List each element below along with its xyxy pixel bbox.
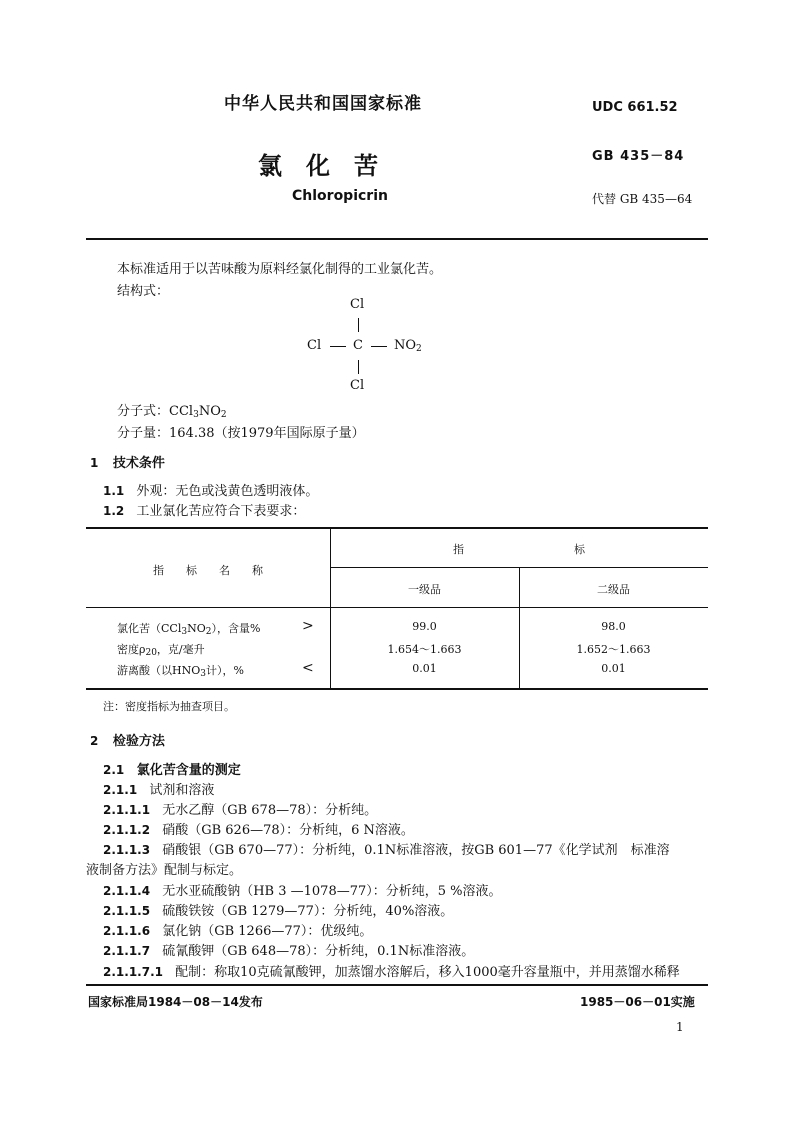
- formula-bond-bottom: [358, 360, 359, 374]
- clause-number: 2.1.1.1: [103, 803, 151, 817]
- formula-top-cl: Cl: [350, 297, 365, 312]
- clause-2-1-1-7: [103, 940, 474, 959]
- formula-bond-right: [371, 346, 387, 347]
- formula-left-cl: Cl: [307, 338, 322, 353]
- clause-number: 2.1.1.7: [103, 944, 151, 958]
- formula-sub-2: 2: [220, 410, 227, 420]
- table-cell-grade-1: 0.01: [412, 662, 437, 675]
- standard-number: GB 435－84: [592, 149, 685, 164]
- row-name-part: 氯化苦（CCl: [117, 622, 182, 635]
- footer-rule: [86, 984, 708, 986]
- table-row-operator: <: [302, 660, 314, 676]
- clause-2-1-1-1: [103, 799, 377, 818]
- clause-2-1-1-3: [103, 839, 670, 858]
- section-1-number: 1: [90, 456, 99, 470]
- clause-text: 硫酸铁铵（GB 1279—77）：分析纯，40%溶液。: [162, 904, 454, 919]
- clause-text: 无水乙醇（GB 678—78）：分析纯。: [162, 803, 378, 818]
- clause-text: 氯化钠（GB 1266—77）：优级纯。: [162, 924, 373, 939]
- row-name-part: NO: [187, 622, 206, 635]
- row-name-sub: 2: [205, 627, 212, 637]
- page-number: 1: [676, 1020, 684, 1034]
- formula-label: 分子式：: [117, 404, 170, 419]
- section-1-title: 技术条件: [112, 456, 165, 471]
- clause-text: 氯化苦含量的测定: [136, 763, 241, 778]
- clause-number: 2.1.1: [103, 783, 138, 797]
- clause-text: 无水亚硫酸钠（HB 3 —1078—77）：分析纯，5 %溶液。: [162, 884, 502, 899]
- row-name-sub: 3: [200, 669, 206, 679]
- clause-number: 1.2: [103, 504, 125, 518]
- section-2-number: 2: [90, 734, 99, 748]
- effective-date: 1985－06－01实施: [580, 995, 695, 1009]
- table-head-index: 指 标: [453, 543, 585, 556]
- clause-text: 工业氯化苦应符合下表要求：: [136, 504, 306, 519]
- formula-right-no2: [394, 338, 422, 354]
- table-cell-grade-2: 1.652～1.663: [576, 643, 651, 656]
- document-title: 氯 化 苦: [258, 152, 378, 180]
- table-cell-grade-1: 1.654～1.663: [387, 643, 462, 656]
- table-cell-grade-2: 98.0: [601, 620, 626, 633]
- clause-text: 试剂和溶液: [149, 783, 215, 798]
- table-head-grade-2: 二级品: [597, 583, 630, 596]
- row-name-part: ，克/毫升: [156, 643, 205, 656]
- scope-text: 本标准适用于以苦味酸为原料经氯化制得的工业氯化苦。: [117, 262, 443, 277]
- table-note: 注：密度指标为抽查项目。: [103, 700, 235, 713]
- section-1-heading: [90, 452, 165, 471]
- clause-2-1-1-3-continued: [86, 859, 242, 878]
- table-cell-grade-1: 99.0: [412, 620, 437, 633]
- table-head-grade-1: 一级品: [408, 583, 441, 596]
- clause-2-1-1-6: [103, 920, 372, 939]
- row-name-part: 密度ρ: [117, 643, 146, 656]
- clause-number: 1.1: [103, 484, 125, 498]
- clause-2-1-1-2: [103, 819, 414, 838]
- section-2-heading: [90, 730, 165, 749]
- clause-2-1-1-7-1: [103, 961, 680, 980]
- clause-text: 配制：称取10克硫氰酸钾，加蒸馏水溶解后，移入1000毫升容量瓶中，并用蒸馏水稀释: [175, 965, 680, 980]
- row-name-sub: 3: [181, 627, 188, 637]
- table-row-name: [117, 620, 260, 637]
- molecular-mass: 分子量：164.38（按1979年国际原子量）: [117, 426, 365, 441]
- issue-date: 国家标准局1984－08－14发布: [88, 995, 263, 1009]
- clause-text: 硝酸银（GB 670—77）：分析纯，0.1N标准溶液，按GB 601—77《化学试剂 标准溶: [162, 843, 670, 858]
- formula-ccl: CCl: [169, 404, 194, 419]
- udc-code: UDC 661.52: [592, 100, 678, 115]
- table-top-rule: [86, 527, 708, 529]
- table-row-operator: >: [302, 618, 314, 634]
- formula-no: NO: [198, 404, 221, 419]
- clause-2-1: [103, 759, 241, 778]
- clause-number: 2.1.1.2: [103, 823, 151, 837]
- row-name-part: 游离酸（以HNO: [117, 664, 201, 677]
- formula-bond-left: [330, 346, 346, 347]
- clause-number: 2.1.1.3: [103, 843, 151, 857]
- clause-text: 硫氰酸钾（GB 648—78）：分析纯，0.1N标准溶液。: [162, 944, 475, 959]
- table-bottom-rule: [86, 688, 708, 690]
- clause-number: 2.1.1.4: [103, 884, 151, 898]
- clause-number: 2.1.1.7.1: [103, 965, 163, 979]
- formula-right-sub: 2: [416, 344, 422, 354]
- clause-2-1-1: [103, 779, 214, 798]
- molecular-formula: [117, 400, 227, 420]
- formula-sub-3: 3: [193, 410, 199, 420]
- formula-bond-top: [358, 318, 359, 332]
- row-name-part: 计），%: [205, 664, 244, 677]
- issuing-authority: 中华人民共和国国家标准: [224, 94, 422, 114]
- clause-2-1-1-4: [103, 880, 502, 899]
- row-name-part: ），含量%: [211, 622, 261, 635]
- replaces-standard: 代替 GB 435—64: [592, 192, 693, 206]
- clause-number: 2.1: [103, 763, 125, 777]
- clause-1-2: [103, 500, 305, 519]
- structure-label: 结构式：: [117, 284, 170, 299]
- table-head-name: 指 标 名 称: [153, 564, 263, 577]
- clause-text: 外观：无色或浅黄色透明液体。: [136, 484, 319, 499]
- clause-text: 硝酸（GB 626—78）：分析纯，6 N溶液。: [162, 823, 414, 838]
- section-2-title: 检验方法: [112, 734, 165, 749]
- formula-center-c: C: [353, 338, 363, 353]
- clause-1-1: [103, 480, 318, 499]
- table-row-name: [117, 662, 244, 679]
- table-row-name: [117, 641, 205, 658]
- header-rule: [86, 238, 708, 240]
- table-cell-grade-2: 0.01: [601, 662, 626, 675]
- english-title: Chloropicrin: [292, 188, 388, 204]
- formula-right-no: NO: [394, 338, 417, 353]
- table-header-bottom-rule: [86, 607, 708, 608]
- clause-number: 2.1.1.6: [103, 924, 151, 938]
- clause-2-1-1-5: [103, 900, 453, 919]
- row-name-sub: 20: [145, 648, 157, 658]
- clause-text: 液制备方法》配制与标定。: [86, 863, 243, 878]
- formula-bottom-cl: Cl: [350, 378, 365, 393]
- clause-number: 2.1.1.5: [103, 904, 151, 918]
